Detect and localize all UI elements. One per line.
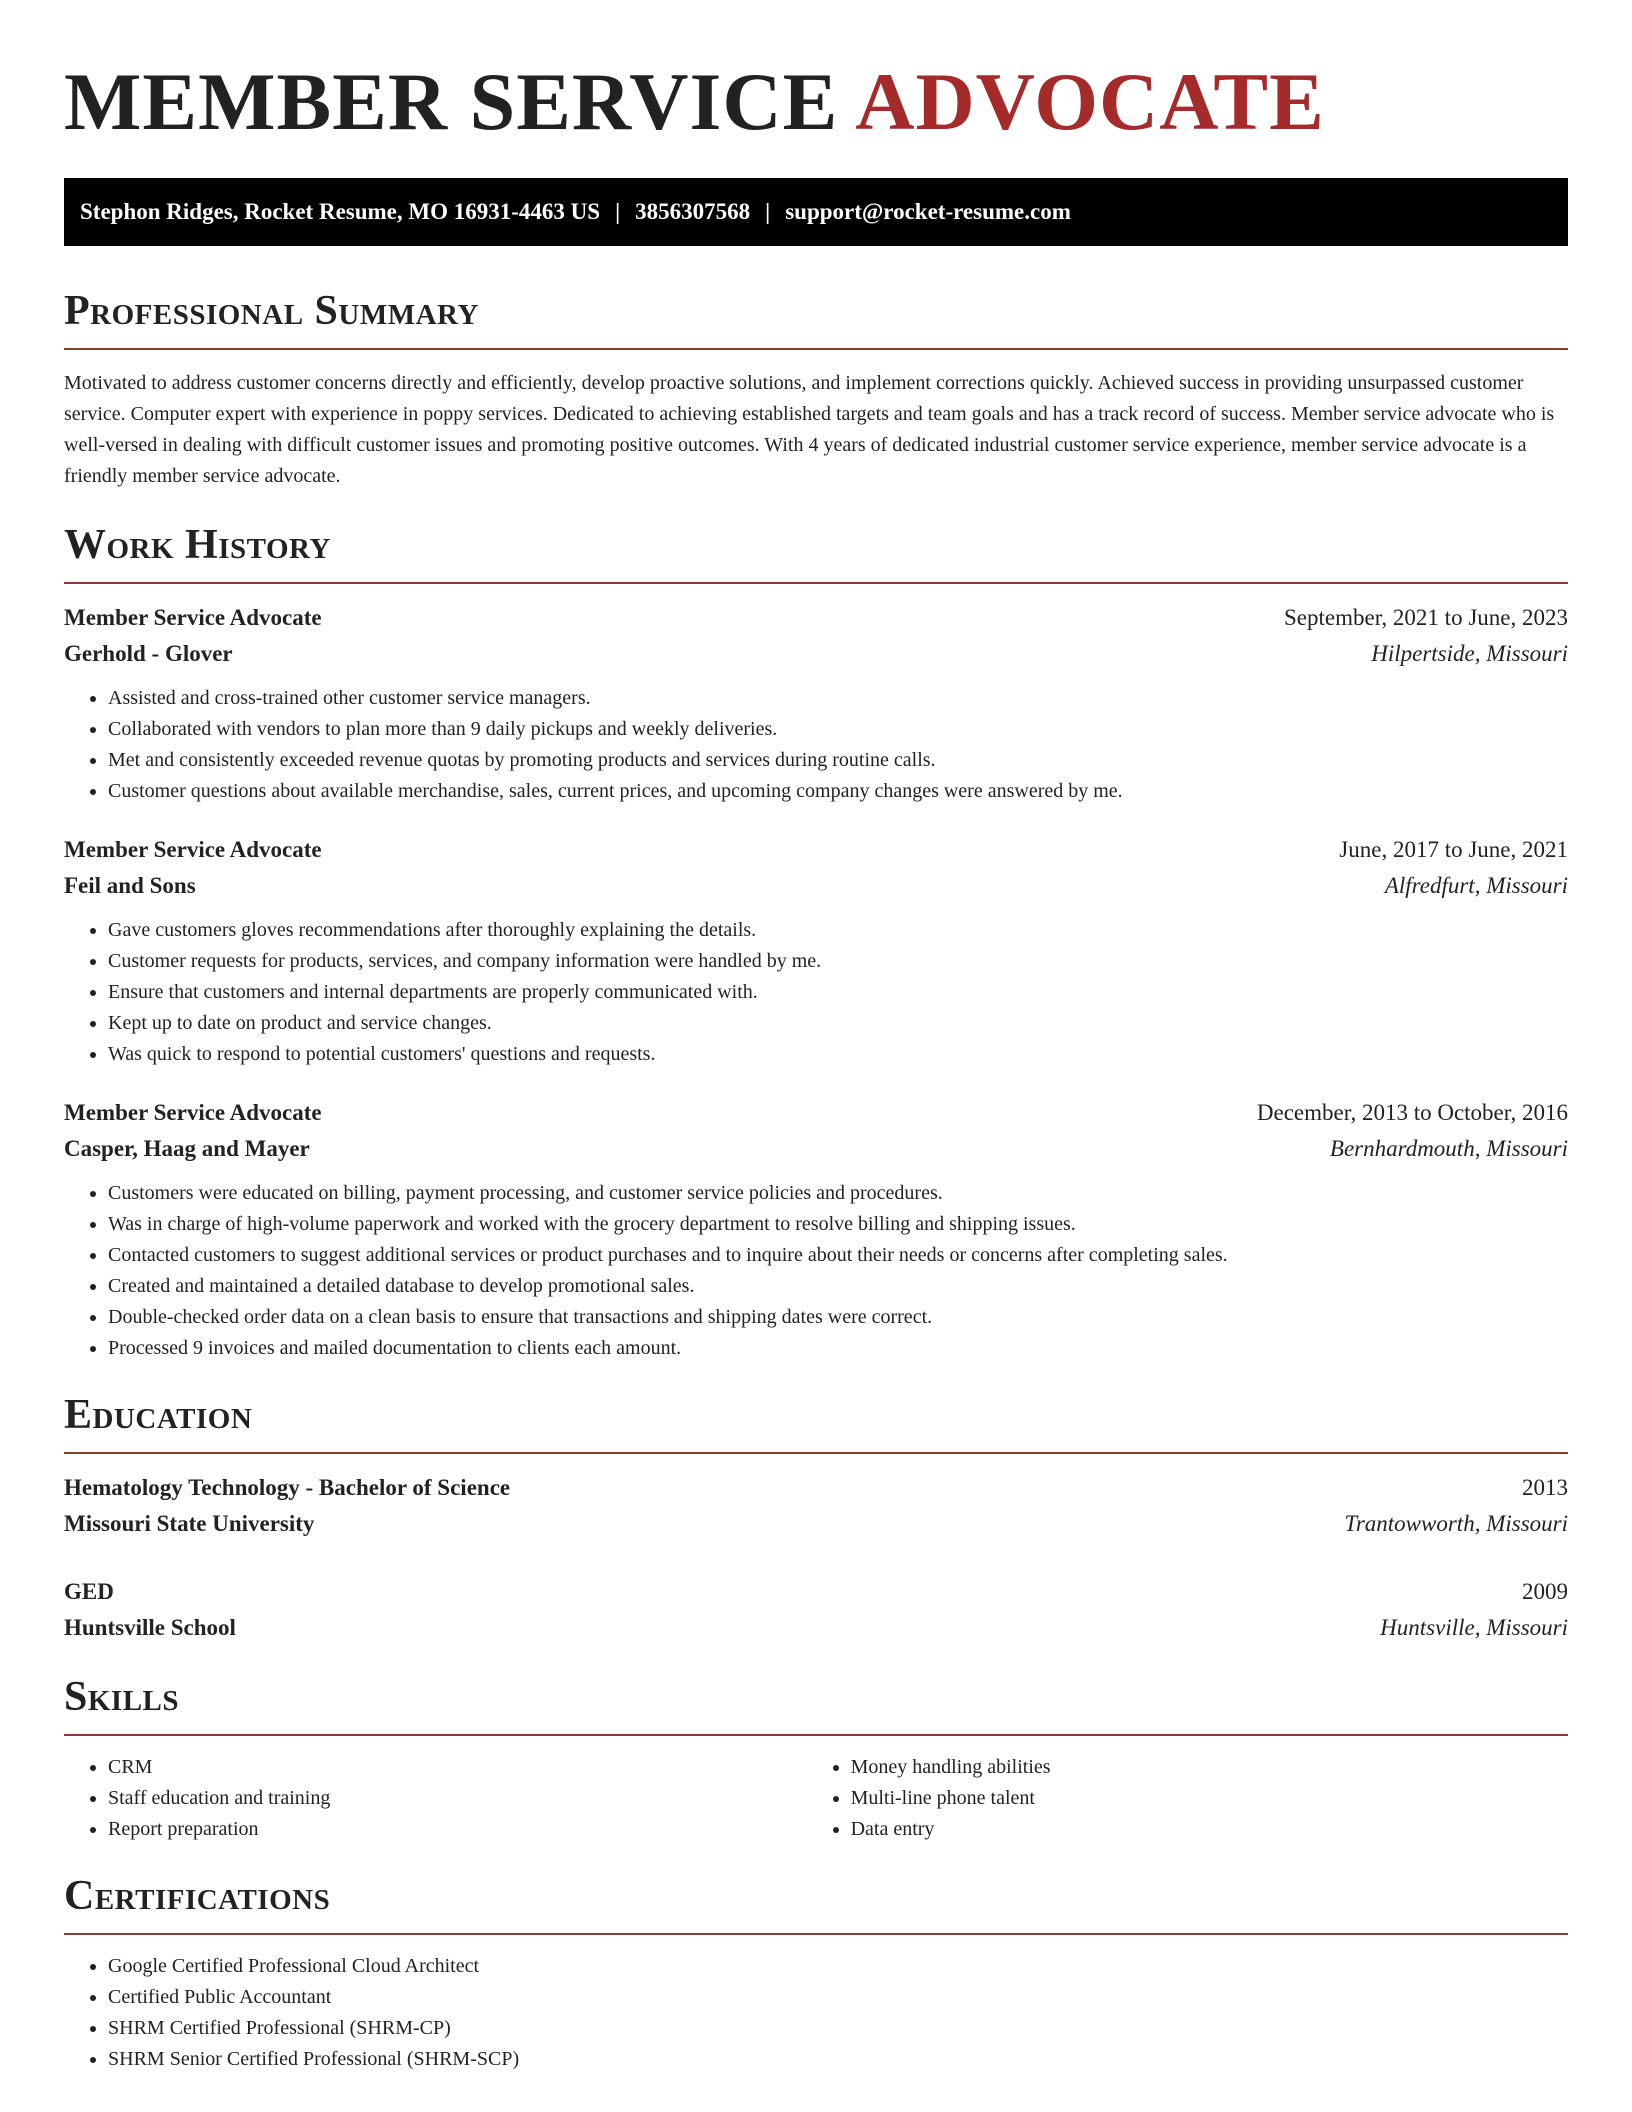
skill-item: • CRM: [108, 1752, 807, 1783]
job-entry: [64, 600, 1568, 807]
contact-bar: [64, 178, 1568, 246]
job-bullet: • Customers were educated on billing, payment processing, and customer service policies and procedures.: [108, 1178, 1568, 1209]
job-bullet: • Created and maintained a detailed database to develop promotional sales.: [108, 1271, 1568, 1302]
education-year: 2013: [1522, 1475, 1568, 1500]
education-location: Huntsville, Missouri: [1380, 1615, 1568, 1640]
certification-item: • Certified Public Accountant: [108, 1982, 1568, 2013]
job-bullet: • Gave customers gloves recommendations after thoroughly explaining the details.: [108, 915, 1568, 946]
job-bullet: • Was quick to respond to potential customers' questions and requests.: [108, 1039, 1568, 1070]
contact-separator: |: [765, 199, 771, 224]
job-company: Casper, Haag and Mayer: [64, 1136, 310, 1161]
certifications-section: [64, 1871, 1568, 2075]
job-header-row: [64, 1095, 1568, 1131]
title-accent: ADVOCATE: [855, 56, 1325, 147]
job-bullet: • Met and consistently exceeded revenue quotas by promoting products and services during routine calls.: [108, 745, 1568, 776]
skill-item: • Staff education and training: [108, 1783, 807, 1814]
job-company-row: [64, 1131, 1568, 1167]
section-divider: [64, 582, 1568, 584]
section-divider: [64, 1452, 1568, 1454]
job-dates: December, 2013 to October, 2016: [1256, 1100, 1568, 1125]
job-company: Feil and Sons: [64, 873, 196, 898]
skill-item: • Money handling abilities: [851, 1752, 1568, 1783]
job-company: Gerhold - Glover: [64, 641, 233, 666]
certification-item: • Google Certified Professional Cloud Architect: [108, 1951, 1568, 1982]
title-main: MEMBER SERVICE: [64, 56, 839, 147]
education-entry: [64, 1470, 1568, 1542]
contact-phone: 3856307568: [635, 199, 751, 224]
job-bullet: • Processed 9 invoices and mailed documentation to clients each amount.: [108, 1333, 1568, 1364]
education-year: 2009: [1522, 1579, 1568, 1604]
education-location: Trantowworth, Missouri: [1344, 1511, 1568, 1536]
section-divider: [64, 348, 1568, 350]
education-degree: GED: [64, 1579, 114, 1604]
job-bullet: • Ensure that customers and internal departments are properly communicated with.: [108, 977, 1568, 1008]
skills-section: [64, 1672, 1568, 1845]
education-header-row: [64, 1574, 1568, 1610]
education-school-row: [64, 1610, 1568, 1646]
job-company-row: [64, 868, 1568, 904]
certifications-list: [64, 1951, 1568, 2075]
skill-item: • Multi-line phone talent: [851, 1783, 1568, 1814]
education-school: Huntsville School: [64, 1615, 236, 1640]
section-heading-summary: Professional Summary: [64, 288, 479, 334]
job-bullets: [64, 915, 1568, 1070]
section-heading-education: Education: [64, 1392, 253, 1438]
job-header-row: [64, 600, 1568, 636]
job-company-row: [64, 636, 1568, 672]
job-bullets: [64, 683, 1568, 807]
job-location: Hilpertside, Missouri: [1371, 641, 1568, 666]
job-bullet: • Customer questions about available merchandise, sales, current prices, and upcoming company changes were answered by me.: [108, 776, 1568, 807]
work-history-section: [64, 520, 1568, 1364]
skills-list: [64, 1752, 807, 1845]
contact-separator: |: [615, 199, 621, 224]
contact-address: Stephon Ridges, Rocket Resume, MO 16931-4463 US: [80, 199, 601, 224]
section-heading-skills: Skills: [64, 1674, 180, 1720]
section-heading-work-history: Work History: [64, 522, 331, 568]
job-bullets: [64, 1178, 1568, 1364]
job-title: Member Service Advocate: [64, 605, 322, 630]
contact-email: support@rocket-resume.com: [785, 199, 1071, 224]
job-bullet: • Assisted and cross-trained other customer service managers.: [108, 683, 1568, 714]
skills-list: [807, 1752, 1568, 1845]
section-heading-certifications: Certifications: [64, 1873, 331, 1919]
job-bullet: • Double-checked order data on a clean basis to ensure that transactions and shipping dates were correct.: [108, 1302, 1568, 1333]
job-bullet: • Was in charge of high-volume paperwork and worked with the grocery department to resolve billing and shipping issues.: [108, 1209, 1568, 1240]
job-title: Member Service Advocate: [64, 837, 322, 862]
section-divider: [64, 1933, 1568, 1935]
job-bullet: • Customer requests for products, services, and company information were handled by me.: [108, 946, 1568, 977]
job-bullet: • Collaborated with vendors to plan more than 9 daily pickups and weekly deliveries.: [108, 714, 1568, 745]
job-bullet: • Kept up to date on product and service changes.: [108, 1008, 1568, 1039]
job-title: Member Service Advocate: [64, 1100, 322, 1125]
section-divider: [64, 1734, 1568, 1736]
skill-item: • Data entry: [851, 1814, 1568, 1845]
job-location: Bernhardmouth, Missouri: [1329, 1136, 1568, 1161]
job-dates: September, 2021 to June, 2023: [1284, 605, 1568, 630]
skill-item: • Report preparation: [108, 1814, 807, 1845]
education-section: [64, 1390, 1568, 1646]
education-degree: Hematology Technology - Bachelor of Science: [64, 1475, 511, 1500]
job-location: Alfredfurt, Missouri: [1384, 873, 1568, 898]
job-dates: June, 2017 to June, 2021: [1339, 837, 1568, 862]
education-header-row: [64, 1470, 1568, 1506]
job-entry: [64, 1095, 1568, 1364]
resume-title: [64, 0, 1568, 148]
certification-item: • SHRM Senior Certified Professional (SHRM-SCP): [108, 2044, 1568, 2075]
certification-item: • SHRM Certified Professional (SHRM-CP): [108, 2013, 1568, 2044]
education-school-row: [64, 1506, 1568, 1542]
summary-section: [64, 286, 1568, 492]
skills-columns: [64, 1752, 1568, 1845]
job-bullet: • Contacted customers to suggest additional services or product purchases and to inquire about their needs or concerns after completing sales.: [108, 1240, 1568, 1271]
education-entry: [64, 1574, 1568, 1646]
job-entry: [64, 832, 1568, 1070]
job-header-row: [64, 832, 1568, 868]
education-school: Missouri State University: [64, 1511, 315, 1536]
summary-text: Motivated to address customer concerns directly and efficiently, develop proactive solutions, and implement corrections quickly. Achieved success in providing unsurpassed customer service. Computer expert with experience in poppy services. Dedicated to achieving established targets and team goals and has a track record of success. Member service advocate who is well-versed in dealing with difficult customer issues and promoting positive outcomes. With 4 years of dedicated industrial customer service experience, member service advocate is a friendly member service advocate.: [64, 372, 1555, 487]
